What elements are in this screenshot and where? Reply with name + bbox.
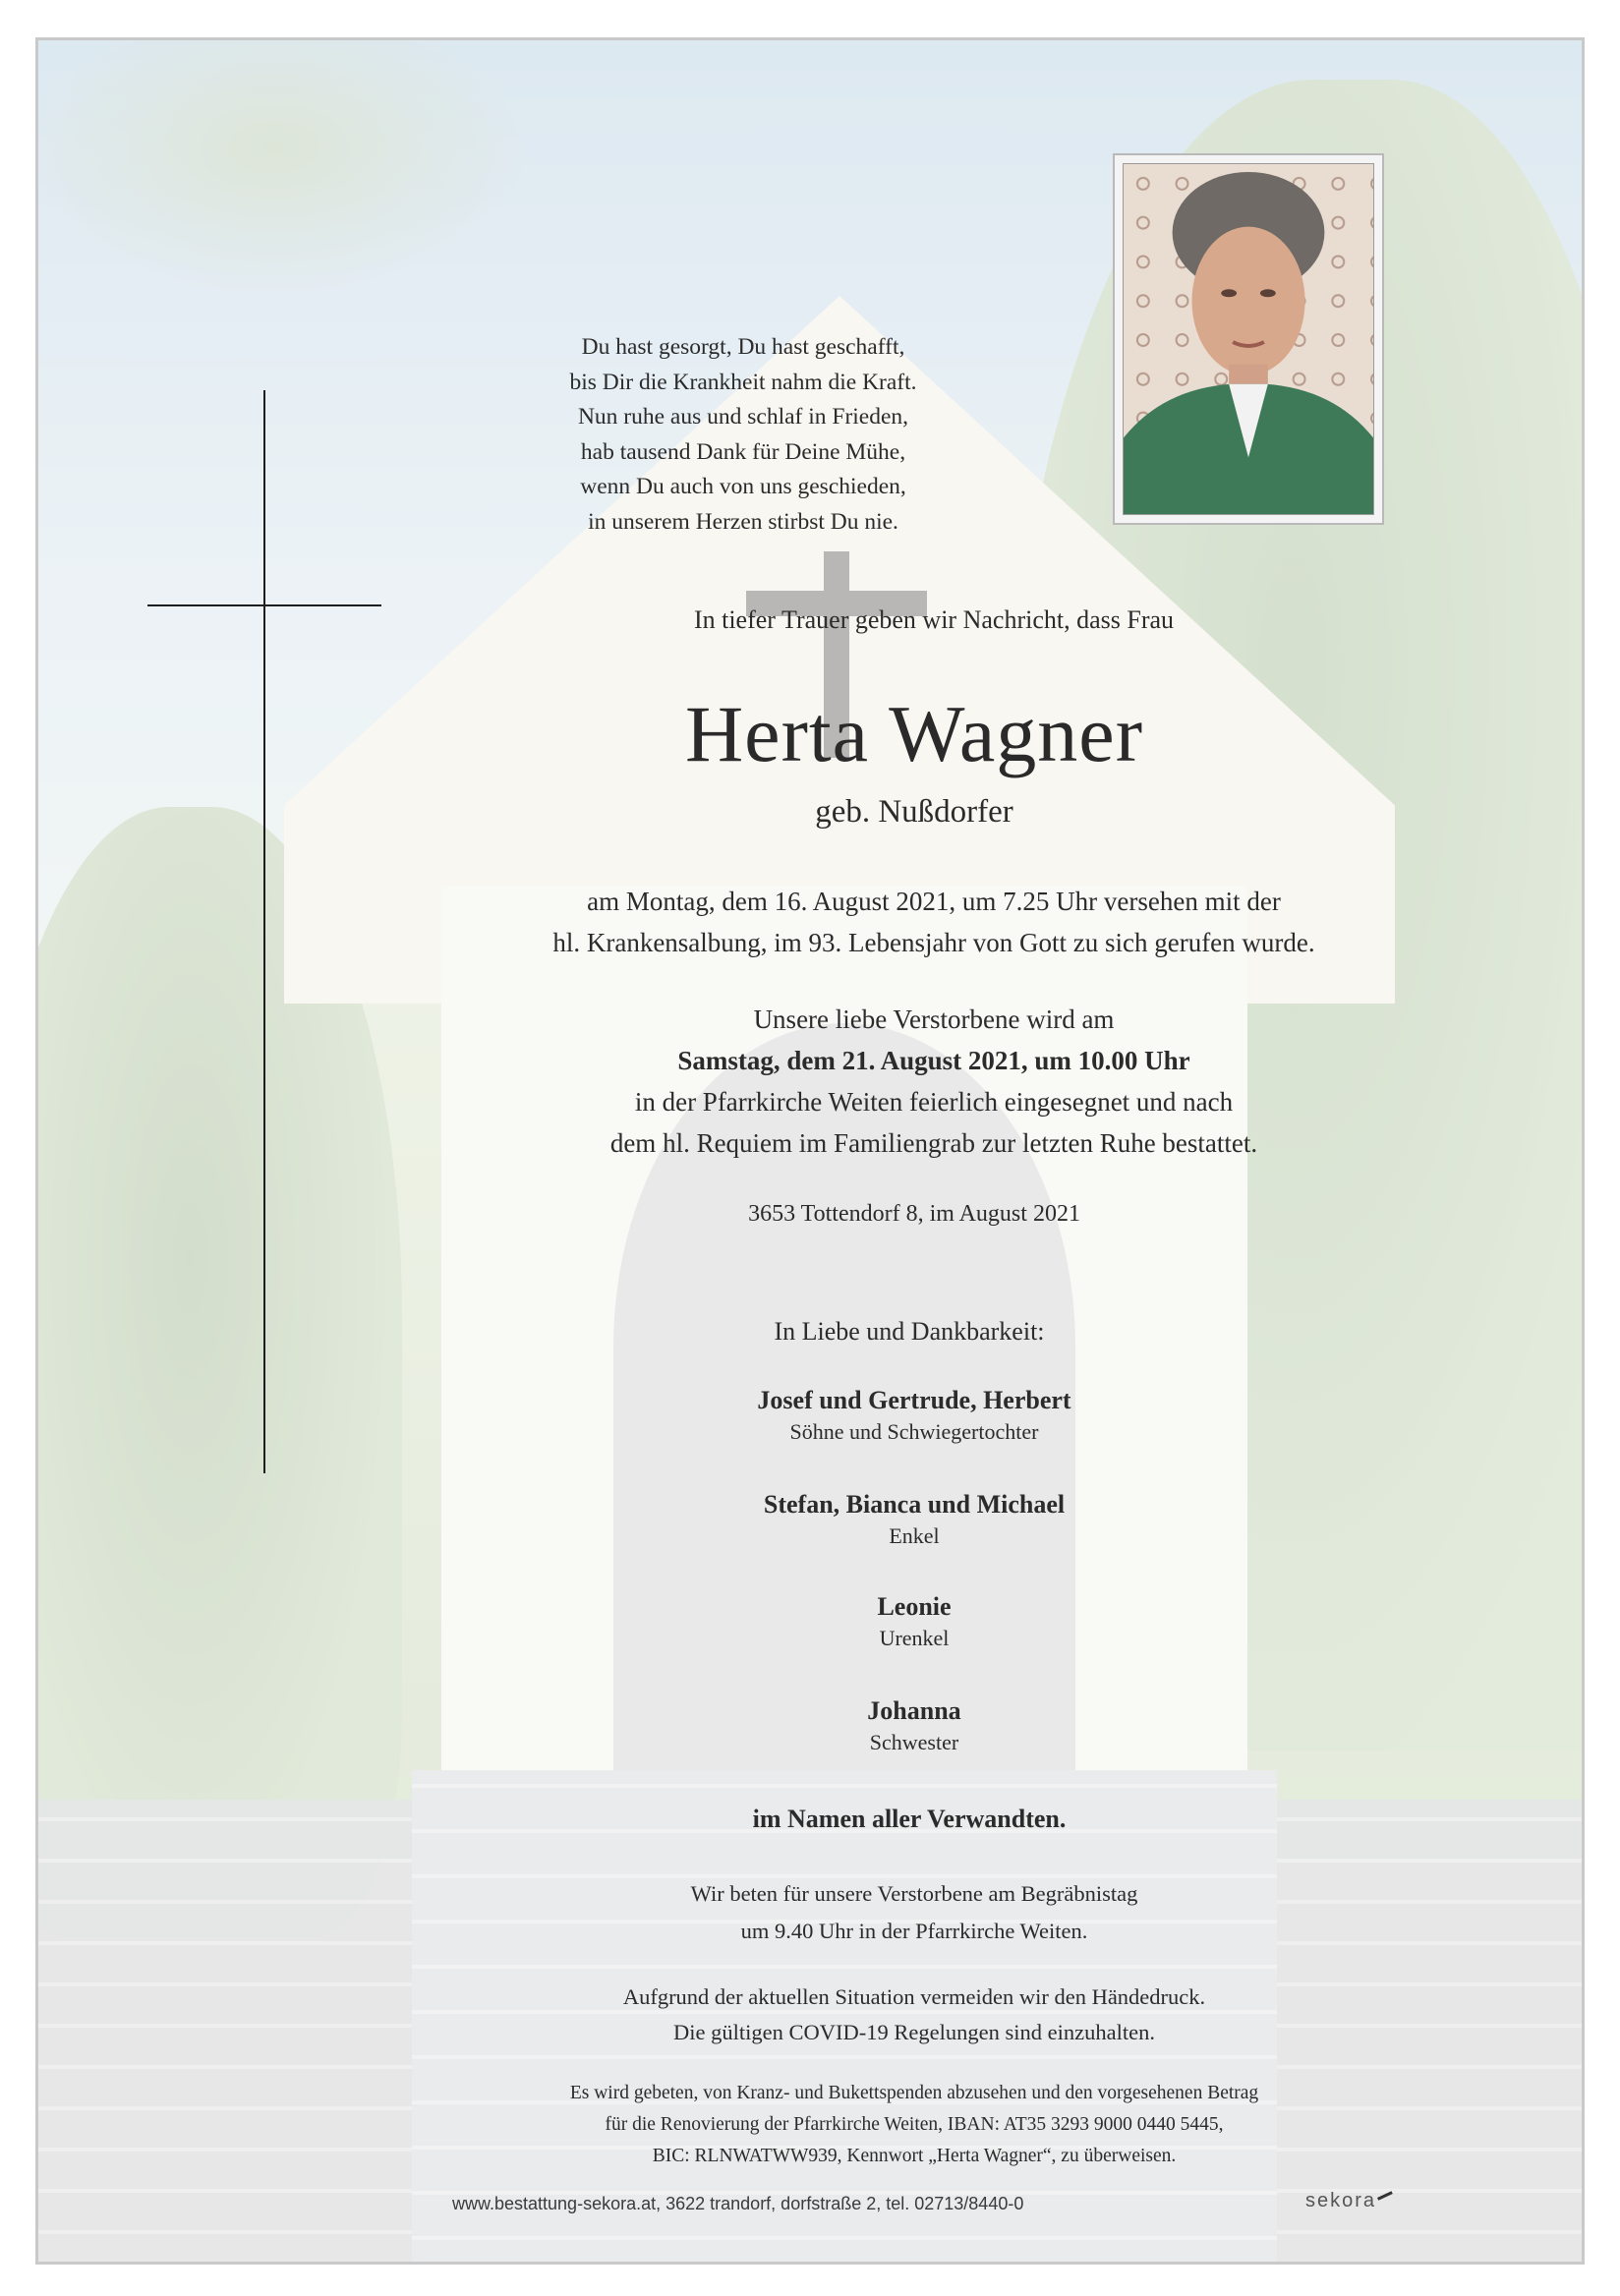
names-all-relatives: im Namen aller Verwandten. <box>752 1805 1067 1833</box>
death-line: am Montag, dem 16. August 2021, um 7.25 Uhr versehen mit der <box>587 887 1281 916</box>
covid-line: Die gültigen COVID-19 Regelungen sind einzuhalten. <box>673 2020 1155 2044</box>
poem-line: Du hast gesorgt, Du hast geschafft, <box>581 334 905 360</box>
prayer-line: Wir beten für unsere Verstorbene am Begräbnistag <box>690 1881 1138 1906</box>
family-relation: Urenkel <box>879 1626 950 1650</box>
cross-icon <box>263 390 265 1473</box>
family-names: Johanna <box>867 1696 961 1725</box>
family-relation: Enkel <box>889 1523 940 1548</box>
donation-line: Es wird gebeten, von Kranz- und Bukettspenden abzusehen und den vorgesehenen Betrag <box>569 2083 1259 2103</box>
logo-text: sekora <box>1305 2190 1377 2211</box>
family-entry <box>609 1384 1219 1447</box>
portrait-photo <box>1113 153 1384 525</box>
funeral-info <box>413 999 1455 1164</box>
bird-icon <box>1377 2191 1397 2210</box>
donation-notice <box>413 2078 1416 2172</box>
funeral-line: in der Pfarrkirche Weiten feierlich eingesegnet und nach <box>634 1087 1234 1117</box>
funeral-date: Samstag, dem 21. August 2021, um 10.00 Uhr <box>677 1046 1190 1075</box>
covid-line: Aufgrund der aktuellen Situation vermeiden wir den Händedruck. <box>622 1984 1206 2009</box>
family-entry <box>609 1694 1219 1757</box>
prayer-notice <box>492 1875 1337 1950</box>
family-names: Stefan, Bianca und Michael <box>763 1490 1066 1519</box>
poem-line: Nun ruhe aus und schlaf in Frieden, <box>577 404 909 430</box>
intro-text: In tiefer Trauer geben wir Nachricht, dass Frau <box>693 605 1175 634</box>
poem-line: hab tausend Dank für Deine Mühe, <box>580 438 906 465</box>
poem <box>442 330 1044 540</box>
family-relation: Schwester <box>869 1730 959 1754</box>
donation-line: für die Renovierung der Pfarrkirche Weiten, IBAN: AT35 3293 9000 0440 5445, <box>605 2114 1224 2135</box>
family-names: Leonie <box>877 1592 952 1621</box>
prayer-line: um 9.40 Uhr in der Pfarrkirche Weiten. <box>740 1919 1088 1943</box>
family-entry <box>609 1488 1219 1551</box>
covid-notice <box>472 1980 1357 2050</box>
portrait-image <box>1123 163 1374 515</box>
place-date: 3653 Tottendorf 8, im August 2021 <box>748 1201 1080 1227</box>
death-line: hl. Krankensalbung, im 93. Lebensjahr von Gott zu sich gerufen wurde. <box>552 928 1315 957</box>
funeral-line: dem hl. Requiem im Familiengrab zur letzten Ruhe bestattet. <box>609 1128 1258 1158</box>
love-gratitude: In Liebe und Dankbarkeit: <box>774 1317 1045 1346</box>
death-notice <box>413 881 1455 963</box>
donation-line: BIC: RLNWATWW939, Kennwort „Herta Wagner“, zu überweisen. <box>652 2146 1177 2166</box>
poem-line: in unserem Herzen stirbst Du nie. <box>588 508 898 535</box>
sekora-logo <box>1305 2190 1395 2212</box>
deceased-name: Herta Wagner <box>684 689 1144 778</box>
cross-icon-bar <box>147 604 381 606</box>
family-relation: Söhne und Schwiegertochter <box>789 1419 1039 1444</box>
poem-line: wenn Du auch von uns geschieden, <box>580 474 906 499</box>
funeral-line: Unsere liebe Verstorbene wird am <box>753 1004 1115 1034</box>
footer-contact: www.bestattung-sekora.at, 3622 trandorf, dorfstraße 2, tel. 02713/8440-0 <box>452 2194 1024 2213</box>
family-entry <box>609 1590 1219 1653</box>
family-names: Josef und Gertrude, Herbert <box>757 1386 1071 1414</box>
poem-line: bis Dir die Krankheit nahm die Kraft. <box>569 369 917 395</box>
birth-name: geb. Nußdorfer <box>815 794 1013 830</box>
